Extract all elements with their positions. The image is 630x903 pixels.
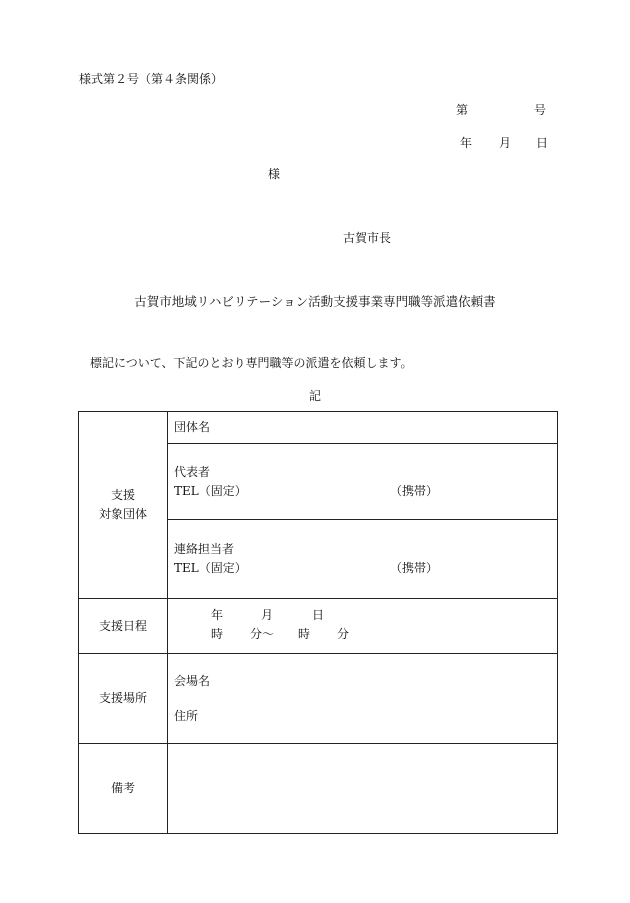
contact-tel-mobile-label: （携帯） [390,561,439,575]
group-name-label: 団体名 [174,420,211,434]
issue-number-suffix: 号 [534,103,547,117]
contact-tel-fixed-label: TEL（固定） [174,561,247,575]
schedule-minute-end-label: 分 [337,627,350,641]
contact-person-label: 連絡担当者 [174,542,235,556]
venue-cell[interactable] [168,654,558,744]
representative-tel-mobile-label: （携帯） [390,483,439,498]
table-row [79,654,558,744]
issue-number-label: 第 [456,103,469,117]
addressee-suffix: 様 [268,167,281,181]
schedule-cell[interactable] [168,599,558,654]
table-row [79,744,558,834]
ki-heading: 記 [308,389,321,403]
representative-label: 代表者 [174,464,211,479]
target-group-label-line2: 対象団体 [98,507,147,521]
table-row [79,599,558,654]
target-group-label-line1: 支援 [110,488,135,502]
remarks-cell[interactable] [168,744,558,834]
date-month-label: 月 [499,136,512,150]
contact-tel-row [174,559,557,578]
schedule-label: 支援日程 [79,599,168,654]
schedule-fields [174,606,557,646]
remarks-label: 備考 [79,744,168,834]
contact-person-cell[interactable] [168,520,558,599]
address-label: 住所 [174,708,199,723]
schedule-month-label: 月 [261,608,274,622]
group-name-cell[interactable] [168,412,558,444]
representative-tel-fixed-label: TEL（固定） [174,483,247,498]
representative-tel-row [174,482,557,501]
document-title: 古賀市地域リハビリテーション活動支援事業専門職等派遣依頼書 [134,294,496,309]
schedule-hour-end-label: 時 [298,627,311,641]
schedule-year-label: 年 [211,608,224,622]
schedule-minute-start-label: 分〜 [250,627,275,641]
date-year-label: 年 [460,136,473,150]
schedule-day-label: 日 [312,608,325,622]
representative-cell[interactable] [168,444,558,520]
request-form-table [78,411,558,834]
target-group-label [79,412,168,599]
date-day-label: 日 [536,136,549,150]
table-row [79,412,558,444]
body-text: 標記について、下記のとおり専門職等の派遣を依頼します。 [90,356,413,370]
venue-name-label: 会場名 [174,673,211,688]
schedule-hour-start-label: 時 [211,627,224,641]
venue-label: 支援場所 [79,654,168,744]
sender-name: 古賀市長 [343,231,392,245]
form-number: 様式第２号（第４条関係） [79,72,224,86]
